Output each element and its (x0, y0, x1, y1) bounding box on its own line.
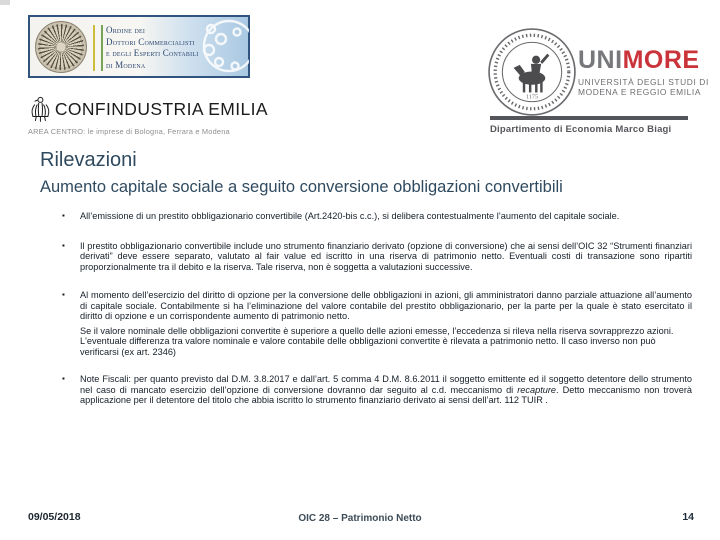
bullet-text-2: Il prestito obbligazionario convertibile include uno strumento finanziario derivato (opzione di conversione) che ai sensi dell’OIC 32 “Strumenti finanziari derivati” deve essere separato, valutato al fair value ed iscritto in una riserva di patrimonio netto. Eventuali costi di transazione sono ripartiti proporzionalmente tra il debito e la riserva. Tale riserva, non è soggetta a valutazioni successive. (80, 240, 692, 272)
unimore-department: Dipartimento di Economia Marco Biagi (490, 124, 672, 135)
unimore-brand (578, 46, 709, 75)
note-fiscali-text: Note Fiscali: per quanto previsto dal D.M. 3.8.2017 e dall’art. 5 comma 4 D.M. 8.6.2011 il soggetto emittente ed il soggetto detentore dello strumento nel caso di mancato esercizio dell’opzione di conversione dovranno dar seguito al c.d. meccanismo di (80, 374, 692, 395)
screenshot-corner-artifact (0, 0, 10, 5)
bullet-text-1: All’emissione di un prestito obbligazionario convertibile (Art.2420-bis c.c.), si delibera contestualmente l’aumento del capitale sociale. (80, 211, 620, 221)
unimore-sub1: UNIVERSITÀ DEGLI STUDI DI (578, 77, 709, 87)
footer-page-number: 14 (682, 511, 694, 523)
bullet-item-3 (62, 290, 692, 322)
ordine-commercialisti-logo (28, 15, 250, 78)
footer-title: OIC 28 – Patrimonio Netto (298, 513, 422, 524)
logo-separator (93, 25, 103, 71)
confindustria-tagline: AREA CENTRO: le imprese di Bologna, Ferrara e Modena (28, 127, 230, 136)
ordine-line3: e degli Esperti Contabili (106, 48, 199, 58)
ordine-line2: Dottori Commercialisti (106, 36, 195, 47)
bullet-text-3: Al momento dell’esercizio del diritto di opzione per la conversione delle obbligazioni in azioni, gli amministratori danno parziale attuazione all’aumento di capitale sociale. Contabilmente si ha l’eliminazione del valore contabile del prestito obbligazionario, per la parte per la quale è stato esercitato il diritto di opzione e un corrispondente aumento di patrimonio netto. (80, 290, 692, 321)
bullet-marker: ▪ (62, 374, 65, 383)
unimore-seal-icon (486, 26, 578, 118)
recapture-italic: recapture (517, 384, 557, 395)
confindustria-logo (28, 92, 268, 136)
unimore-brand-uni: UNI (578, 46, 623, 74)
ordine-line4: di Modena (106, 59, 146, 70)
eagle-icon (28, 92, 53, 126)
bullet-item-2 (62, 241, 692, 273)
unimore-logotype (578, 46, 709, 97)
seal-year: 1175 (525, 94, 539, 101)
bullet-item-4 (62, 374, 692, 406)
bullet-marker: ▪ (62, 240, 65, 250)
unimore-brand-more: MORE (622, 46, 700, 74)
note-fiscali-text-end: . Detto meccanismo non troverà applicazione per il detentore del titolo che abbia iscritto lo strumento finanziario derivato ai sensi dell’art. 112 TUIR . (80, 384, 692, 405)
rosette-seal-icon (35, 21, 87, 73)
bullet-item-1 (62, 211, 692, 222)
bullet-3-continuation: Se il valore nominale delle obbligazioni convertite è superiore a quello delle azioni emesse, l’eccedenza si rileva nella riserva sovrapprezzo azioni. L'eventuale differenza tra valore nominale e valore contabile delle obbligazioni convertite è rilevata a patrimonio netto. Il caso inverso non può verificarsi (ex art. 2346) (80, 325, 674, 357)
page-title: Rilevazioni (40, 149, 137, 171)
bullet-marker: ▪ (62, 290, 65, 299)
unimore-sub2: MODENA E REGGIO EMILIA (578, 87, 702, 97)
page-subtitle: Aumento capitale sociale a seguito conversione obbligazioni convertibili (40, 178, 563, 196)
bullet-marker: ▪ (62, 211, 65, 220)
confindustria-name: CONFINDUSTRIA EMILIA (54, 98, 268, 119)
bullet-text-4 (80, 374, 692, 406)
unimore-divider-bar (490, 116, 688, 120)
footer-date: 09/05/2018 (28, 511, 81, 523)
knight-figure (514, 54, 550, 93)
ordine-line1: Ordine dei (106, 25, 146, 35)
slide-body (62, 211, 692, 406)
ordine-logo-text (106, 25, 198, 71)
